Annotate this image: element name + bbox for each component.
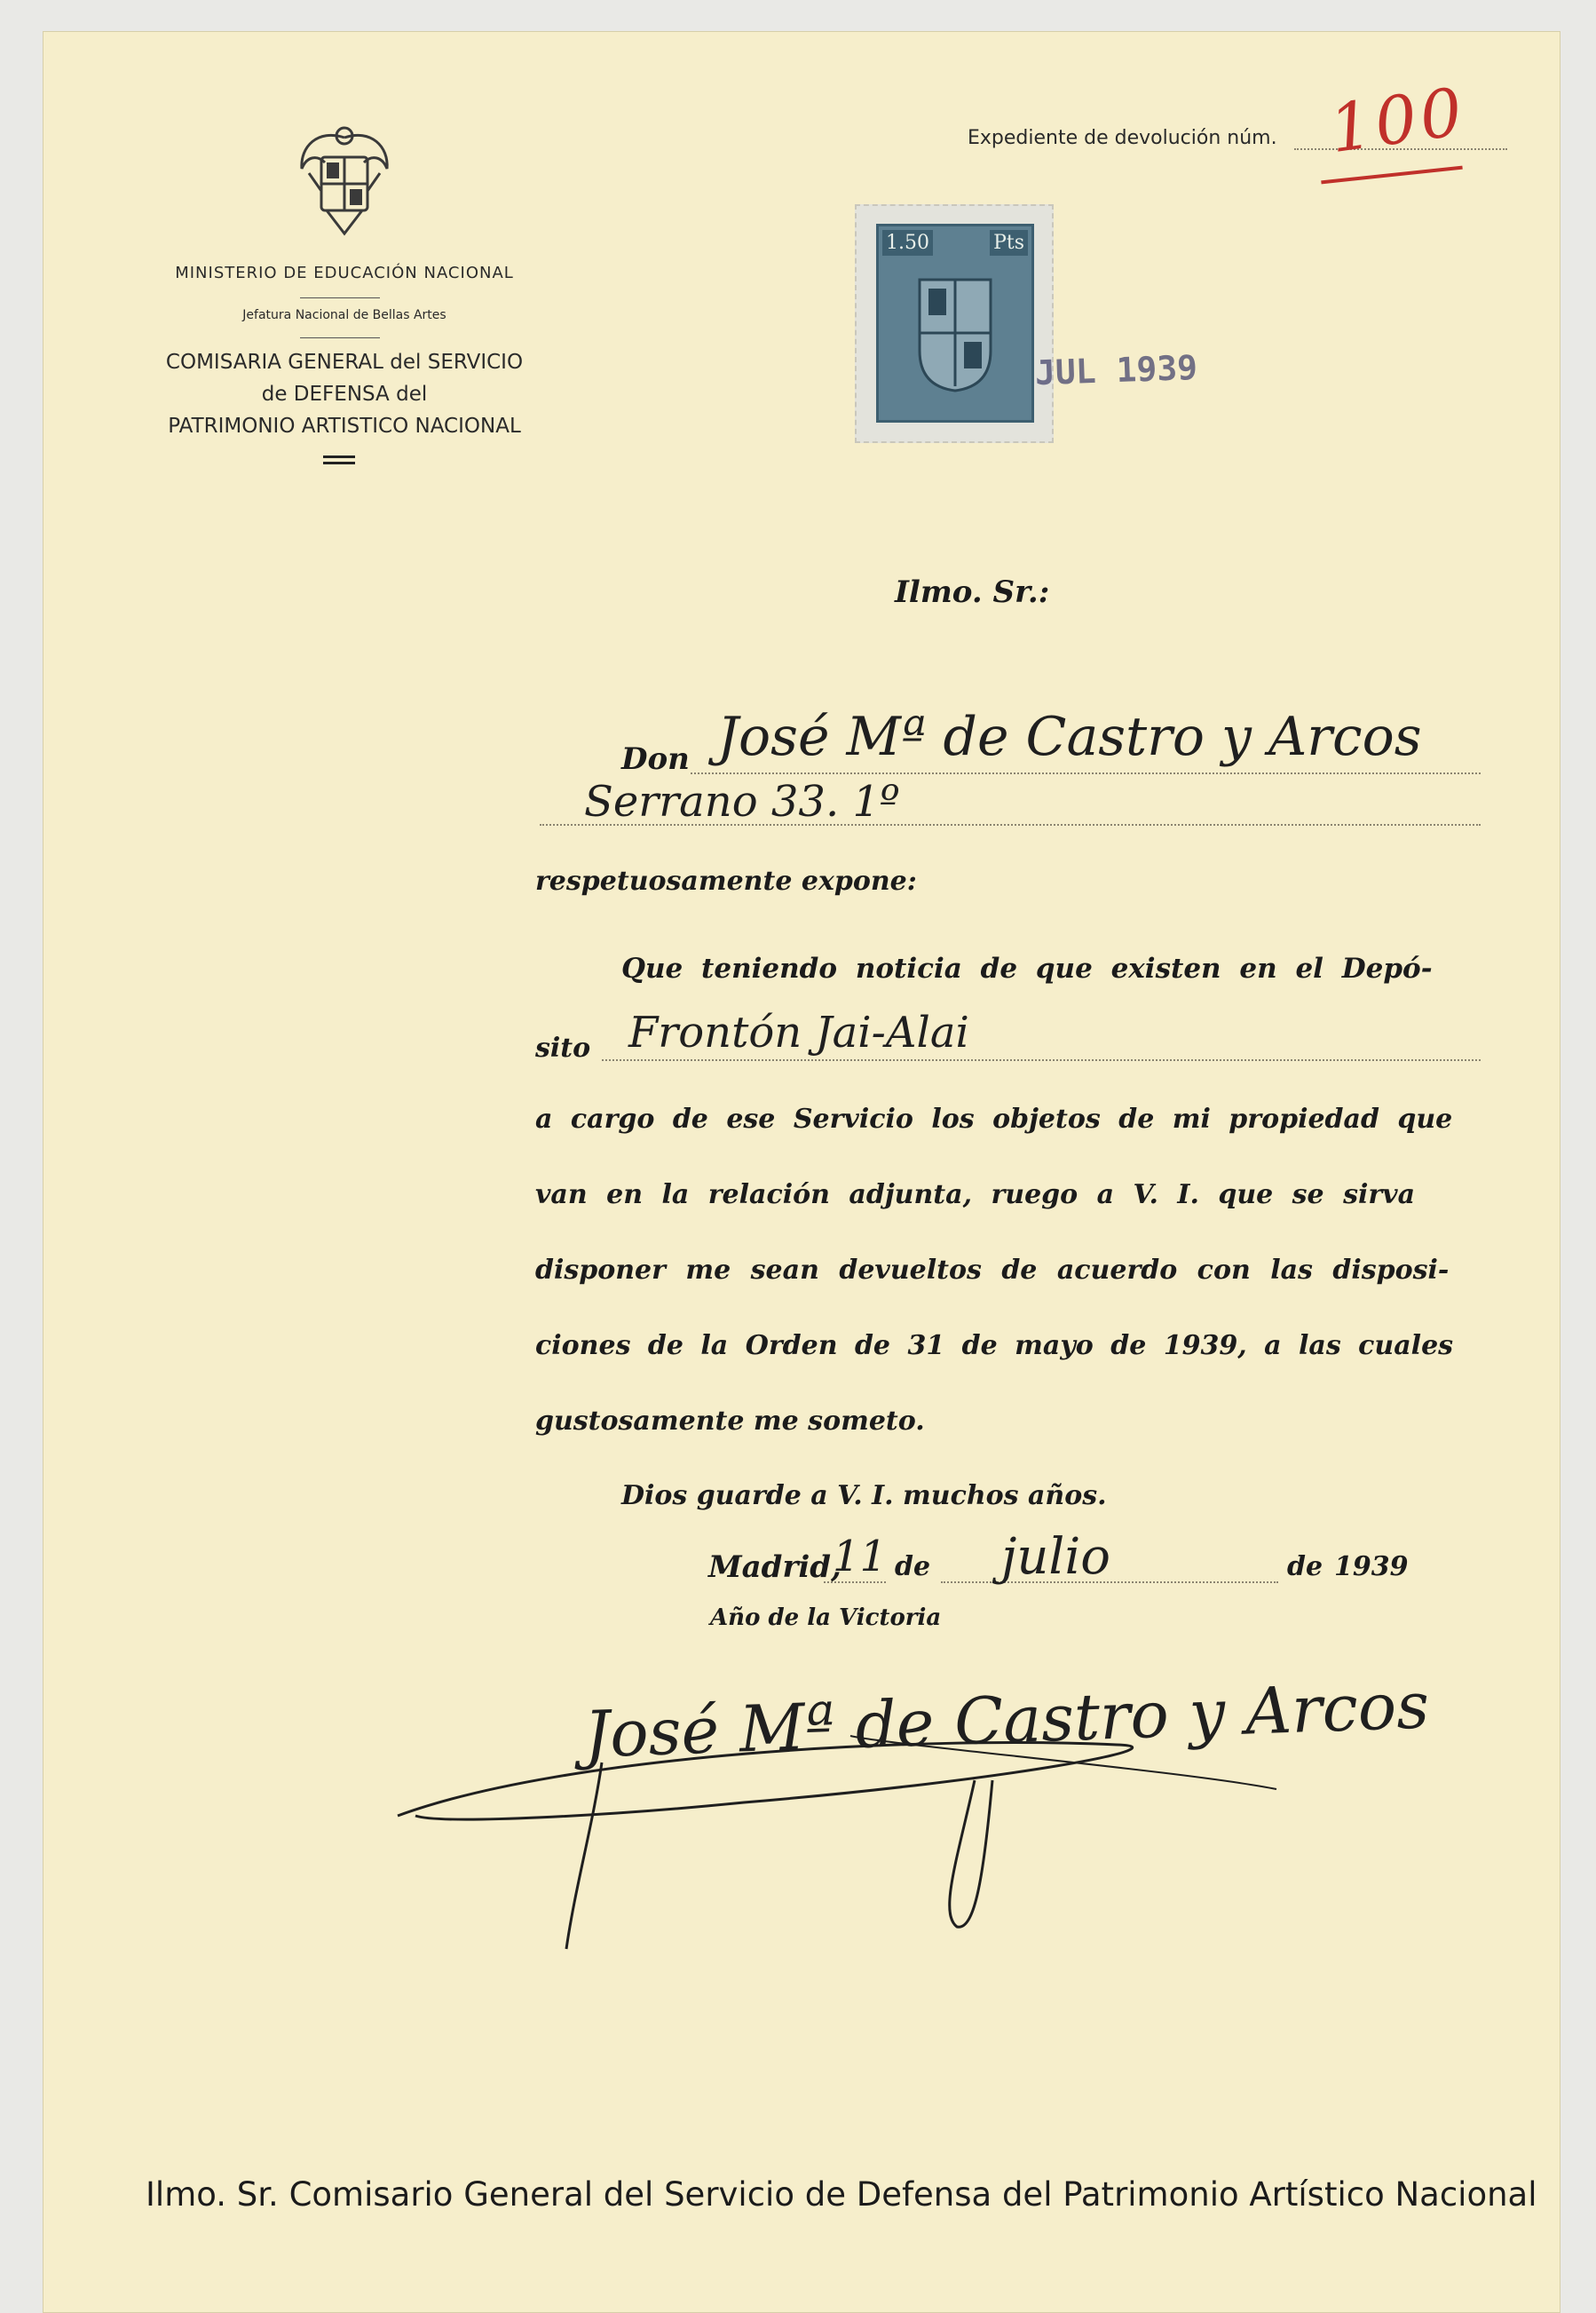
header-divider-2 (300, 337, 380, 338)
paragraph-line-5: disponer me sean devueltos de acuerdo con las disposi- (535, 1255, 1450, 1286)
date-de-2: de (1287, 1551, 1323, 1582)
ano-de-la-victoria: Año de la Victoria (710, 1604, 942, 1631)
month-handwritten: julio (1001, 1528, 1110, 1586)
paragraph-line-7: gustosamente me someto. (535, 1406, 925, 1437)
name-handwritten: José Mª de Castro y Arcos (717, 706, 1422, 768)
comisaria-line-2: de DEFENSA del (261, 383, 428, 406)
comisaria-line-3: PATRIMONIO ARTISTICO NACIONAL (168, 415, 521, 438)
header-double-rule (323, 455, 355, 464)
closing-greeting: Dios guarde a V. I. muchos años. (621, 1480, 1107, 1511)
stamp-value: 1.50 (882, 230, 933, 256)
date-de-1: de (895, 1551, 931, 1582)
expone-text: respetuosamente expone: (535, 866, 917, 897)
day-dotted-line (824, 1581, 886, 1583)
deposit-handwritten: Frontón Jai-Alai (628, 1008, 969, 1057)
salutation: Ilmo. Sr.: (895, 574, 1050, 610)
day-handwritten: 11 (833, 1532, 888, 1581)
sito-label: sito (535, 1033, 591, 1064)
addressee-footer: Ilmo. Sr. Comisario General del Servicio de Defensa del Patrimonio Artístico Nacional (146, 2175, 1537, 2214)
expediente-label: Expediente de devolución núm. (968, 127, 1277, 149)
comisaria-line-1: COMISARIA GENERAL del SERVICIO (165, 351, 524, 374)
document-page (43, 31, 1560, 2313)
signature: José Mª de Castro y Arcos (582, 1667, 1431, 1772)
stamp-currency: Pts (990, 230, 1028, 256)
place: Madrid, (708, 1549, 841, 1585)
date-year: 1939 (1334, 1551, 1409, 1582)
header-divider (300, 297, 380, 298)
paragraph-line-6: ciones de la Orden de 31 de mayo de 1939, a las cuales (535, 1330, 1454, 1361)
don-label: Don (621, 741, 690, 777)
stamp-shield-icon (911, 271, 999, 395)
name-dotted-line (691, 772, 1481, 774)
stamp-inner (876, 224, 1034, 423)
signature-flourish (389, 1683, 1454, 1967)
address-handwritten: Serrano 33. 1º (584, 777, 900, 827)
paragraph-line-4: van en la relación adjunta, ruego a V. I. que se sirva (535, 1179, 1416, 1210)
ministry-name: MINISTERIO DE EDUCACIÓN NACIONAL (175, 264, 514, 282)
deposit-dotted-line (602, 1059, 1481, 1061)
expediente-number: 100 (1324, 73, 1471, 169)
date-postmark: JUL 1939 (1034, 347, 1198, 393)
paragraph-line-3: a cargo de ese Servicio los objetos de mi propiedad que (535, 1104, 1453, 1135)
expediente-underline (1321, 166, 1463, 185)
revenue-stamp (855, 204, 1054, 443)
coat-of-arms-logo (291, 120, 398, 244)
jefatura-name: Jefatura Nacional de Bellas Artes (242, 308, 446, 322)
paragraph-line-1: Que teniendo noticia de que existen en el Depó- (621, 953, 1433, 985)
